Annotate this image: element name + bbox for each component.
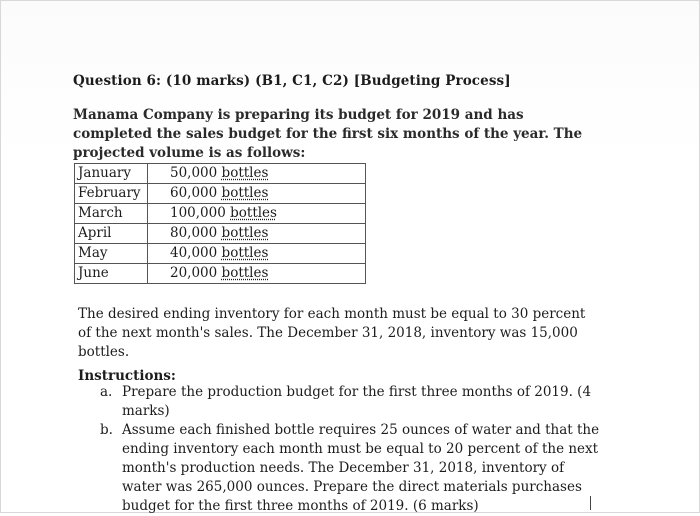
- instructions-heading: Instructions:: [78, 368, 176, 384]
- volume-cell: [148, 264, 366, 284]
- list-item: [100, 383, 600, 421]
- table-row: [75, 264, 366, 284]
- month-cell: February: [75, 184, 148, 204]
- month-cell: January: [75, 164, 148, 184]
- question-title: Question 6: (10 marks) (B1, C1, C2) [Budgeting Process]: [73, 73, 511, 89]
- instructions-list: [100, 383, 600, 516]
- item-text: Prepare the production budget for the first three months of 2019. (4 marks): [122, 384, 592, 419]
- volume-value: 40,000: [170, 245, 218, 261]
- volume-unit: bottles: [221, 245, 269, 261]
- volume-cell: [148, 244, 366, 264]
- table-row: [75, 244, 366, 264]
- volume-cell: [148, 224, 366, 244]
- item-marker: a.: [100, 384, 113, 400]
- table-row: [75, 184, 366, 204]
- volume-cell: [148, 204, 366, 224]
- volume-cell: [148, 184, 366, 204]
- volume-unit: bottles: [221, 165, 269, 181]
- text-cursor: [590, 496, 591, 510]
- volume-unit: bottles: [221, 185, 269, 201]
- intro-paragraph: Manama Company is preparing its budget for 2019 and has completed the sales budget for the first six months of the year. The projected volume is as follows:: [73, 107, 583, 161]
- item-text: Assume each finished bottle requires 25 ounces of water and that the ending inventory each month must be equal to 20 percent of the next month's production needs. The December 31, 2018, inventory of water was 265,000 ounces. Prepare the direct materials purchases budget for the first three months of 2019. (6 marks): [122, 422, 600, 514]
- table-row: [75, 224, 366, 244]
- month-cell: April: [75, 224, 148, 244]
- month-cell: March: [75, 204, 148, 224]
- volume-value: 100,000: [170, 205, 226, 221]
- month-cell: June: [75, 264, 148, 284]
- volume-unit: bottles: [221, 225, 269, 241]
- item-marker: b.: [100, 422, 113, 438]
- list-item: [100, 421, 600, 516]
- ending-inventory-paragraph: The desired ending inventory for each month must be equal to 30 percent of the next month's sales. The December 31, 2018, inventory was 15,000 bottles.: [78, 306, 586, 360]
- volume-value: 60,000: [170, 185, 218, 201]
- table-row: [75, 204, 366, 224]
- volume-value: 80,000: [170, 225, 218, 241]
- sales-volume-table: [74, 163, 366, 284]
- month-cell: May: [75, 244, 148, 264]
- volume-value: 20,000: [170, 265, 218, 281]
- volume-unit: bottles: [230, 205, 277, 221]
- volume-value: 50,000: [170, 165, 218, 181]
- volume-unit: bottles: [221, 265, 269, 281]
- volume-cell: [148, 164, 366, 184]
- table-row: [75, 164, 366, 184]
